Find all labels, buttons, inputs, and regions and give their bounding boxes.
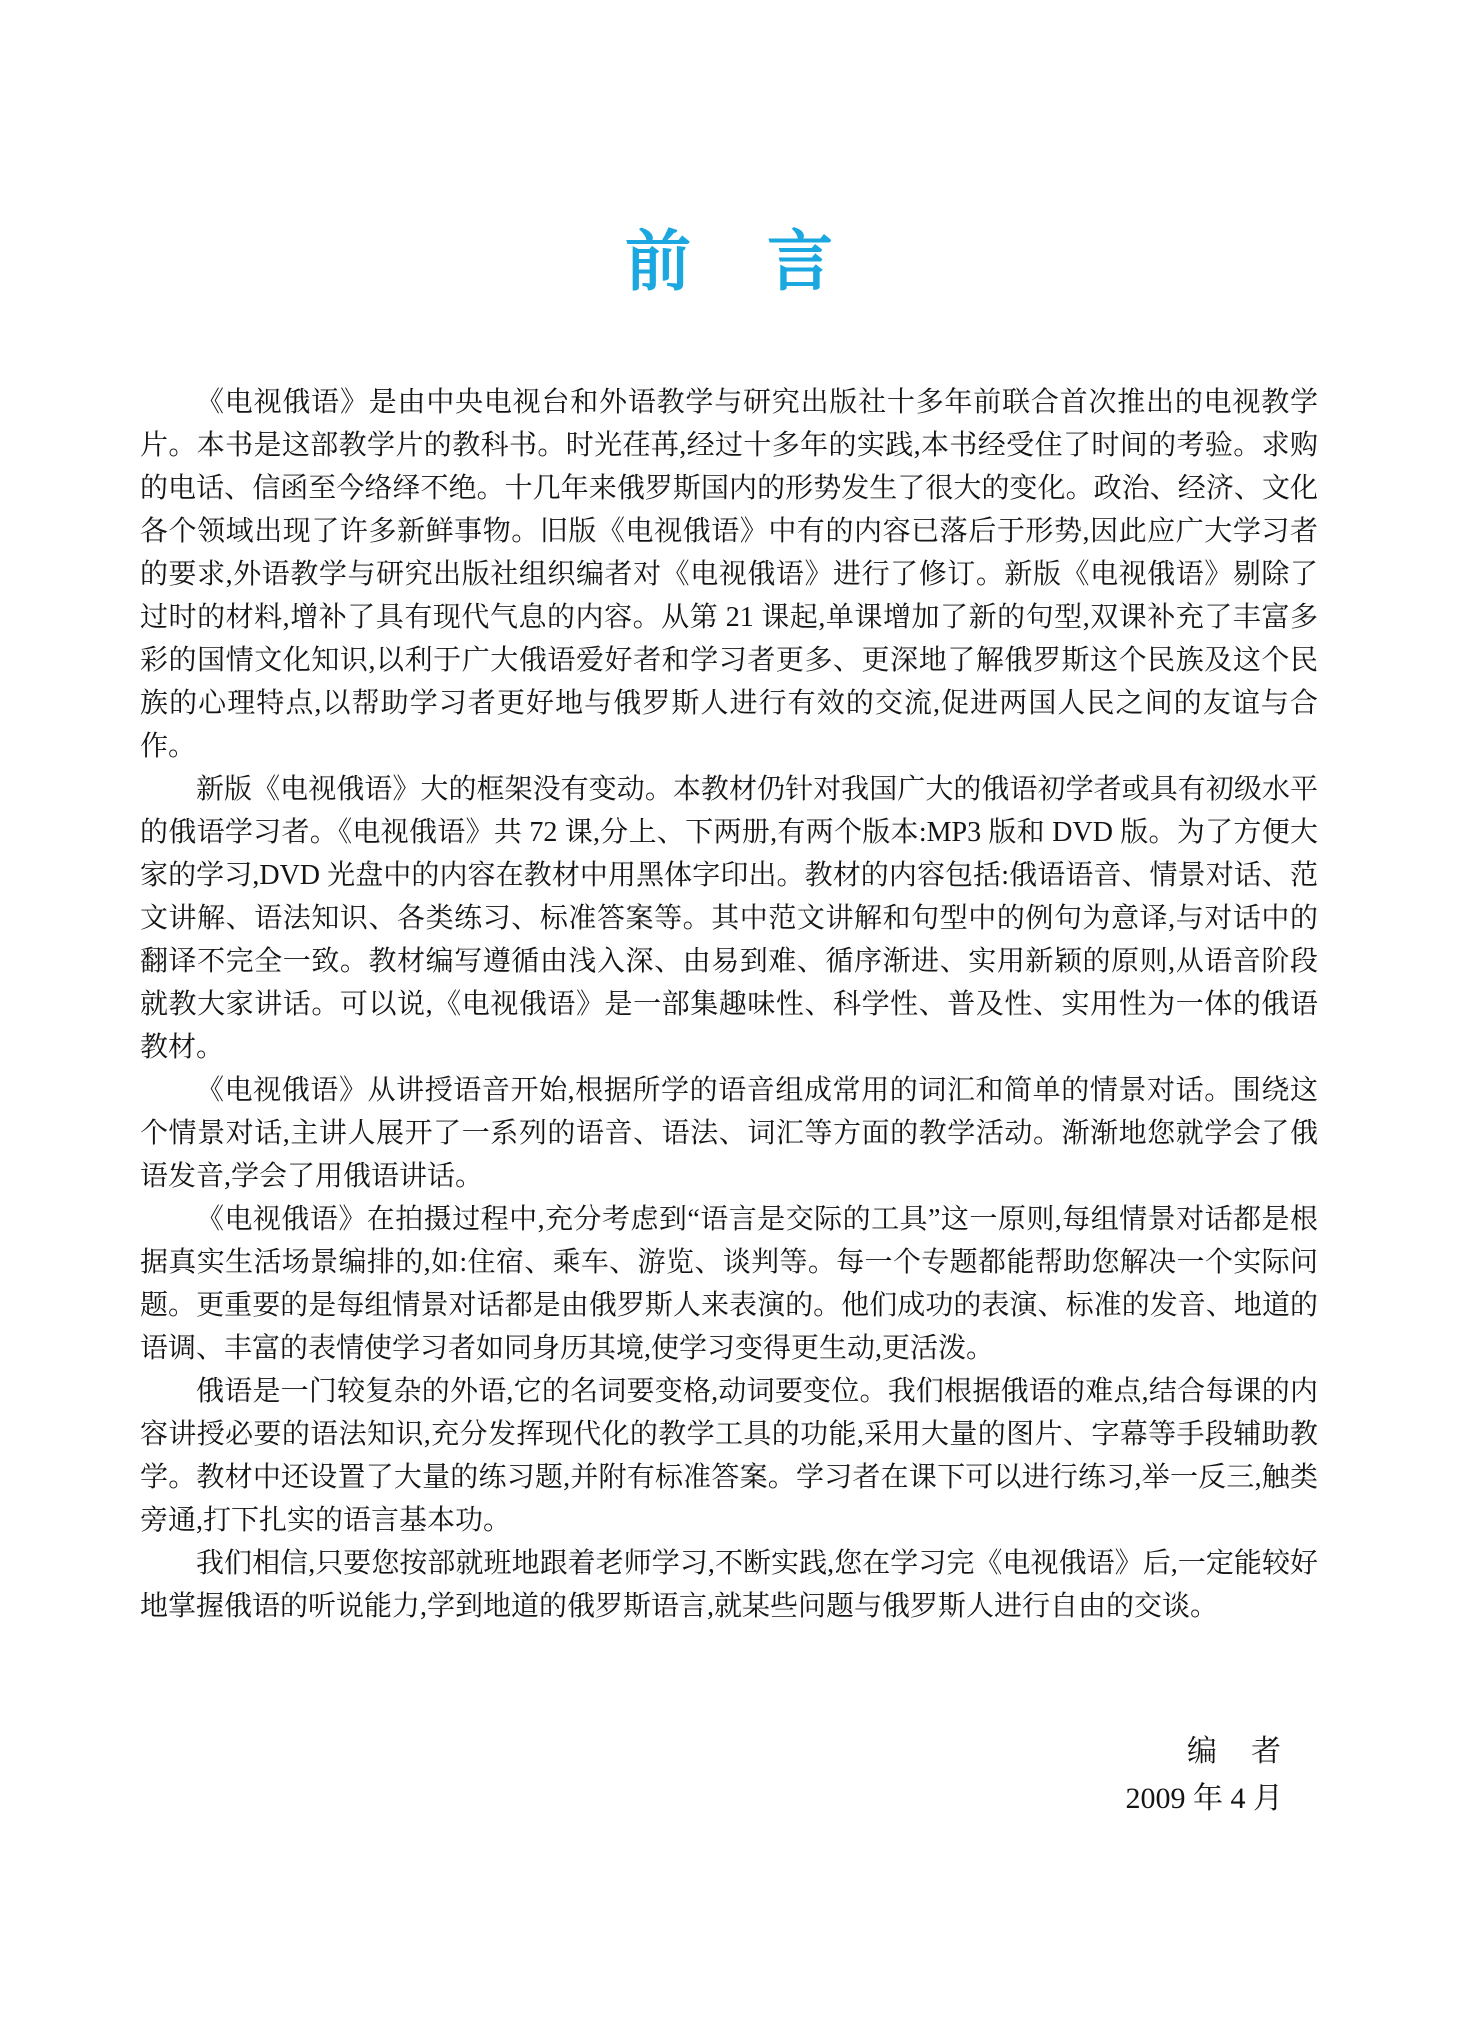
signature-block <box>140 1728 1318 1822</box>
preface-paragraph-3: 《电视俄语》从讲授语音开始,根据所学的语音组成常用的词汇和简单的情景对话。围绕这个情景对话,主讲人展开了一系列的语音、语法、词汇等方面的教学活动。渐渐地您就学会了俄语发音,学会了用俄语讲话。 <box>140 1075 1318 1192</box>
preface-paragraph-4: 《电视俄语》在拍摄过程中,充分考虑到“语言是交际的工具”这一原则,每组情景对话都是根据真实生活场景编排的,如:住宿、乘车、游览、谈判等。每一个专题都能帮助您解决一个实际问题。更重要的是每组情景对话都是由俄罗斯人来表演的。他们成功的表演、标准的发音、地道的语调、丰富的表情使学习者如同身历其境,使学习变得更生动,更活泼。 <box>140 1204 1318 1364</box>
preface-paragraph-1: 《电视俄语》是由中央电视台和外语教学与研究出版社十多年前联合首次推出的电视教学片。本书是这部教学片的教科书。时光荏苒,经过十多年的实践,本书经受住了时间的考验。求购的电话、信函至今络绎不绝。十几年来俄罗斯国内的形势发生了很大的变化。政治、经济、文化各个领域出现了许多新鲜事物。旧版《电视俄语》中有的内容已落后于形势,因此应广大学习者的要求,外语教学与研究出版社组织编者对《电视俄语》进行了修订。新版《电视俄语》剔除了过时的材料,增补了具有现代气息的内容。从第 21 课起,单课增加了新的句型,双课补充了丰富多彩的国情文化知识,以利于广大俄语爱好者和学习者更多、更深地了解俄罗斯这个民族及这个民族的心理特点,以帮助学习者更好地与俄罗斯人进行有效的交流,促进两国人民之间的友谊与合作。 <box>140 387 1318 762</box>
preface-paragraph-6: 我们相信,只要您按部就班地跟着老师学习,不断实践,您在学习完《电视俄语》后,一定能较好地掌握俄语的听说能力,学到地道的俄罗斯语言,就某些问题与俄罗斯人进行自由的交谈。 <box>140 1548 1318 1622</box>
author-signature: 编 者 <box>1187 1735 1283 1768</box>
preface-paragraph-5: 俄语是一门较复杂的外语,它的名词要变格,动词要变位。我们根据俄语的难点,结合每课的内容讲授必要的语法知识,充分发挥现代化的教学工具的功能,采用大量的图片、字幕等手段辅助教学。教材中还设置了大量的练习题,并附有标准答案。学习者在课下可以进行练习,举一反三,触类旁通,打下扎实的语言基本功。 <box>140 1376 1318 1536</box>
preface-paragraph-2: 新版《电视俄语》大的框架没有变动。本教材仍针对我国广大的俄语初学者或具有初级水平的俄语学习者。《电视俄语》共 72 课,分上、下两册,有两个版本:MP3 版和 DVD 版。为了方便大家的学习,DVD 光盘中的内容在教材中用黑体字印出。教材的内容包括:俄语语音、情景对话、范文讲解、语法知识、各类练习、标准答案等。其中范文讲解和句型中的例句为意译,与对话中的翻译不完全一致。教材编写遵循由浅入深、由易到难、循序渐进、实用新颖的原则,从语音阶段就教大家讲话。可以说,《电视俄语》是一部集趣味性、科学性、普及性、实用性为一体的俄语教材。 <box>140 774 1318 1063</box>
title-char-yan: 言 <box>767 223 833 300</box>
preface-body <box>140 381 1318 1628</box>
signature-date: 2009 年 4 月 <box>1125 1782 1283 1815</box>
title-char-qian: 前 <box>625 223 691 300</box>
page-title <box>140 0 1318 300</box>
